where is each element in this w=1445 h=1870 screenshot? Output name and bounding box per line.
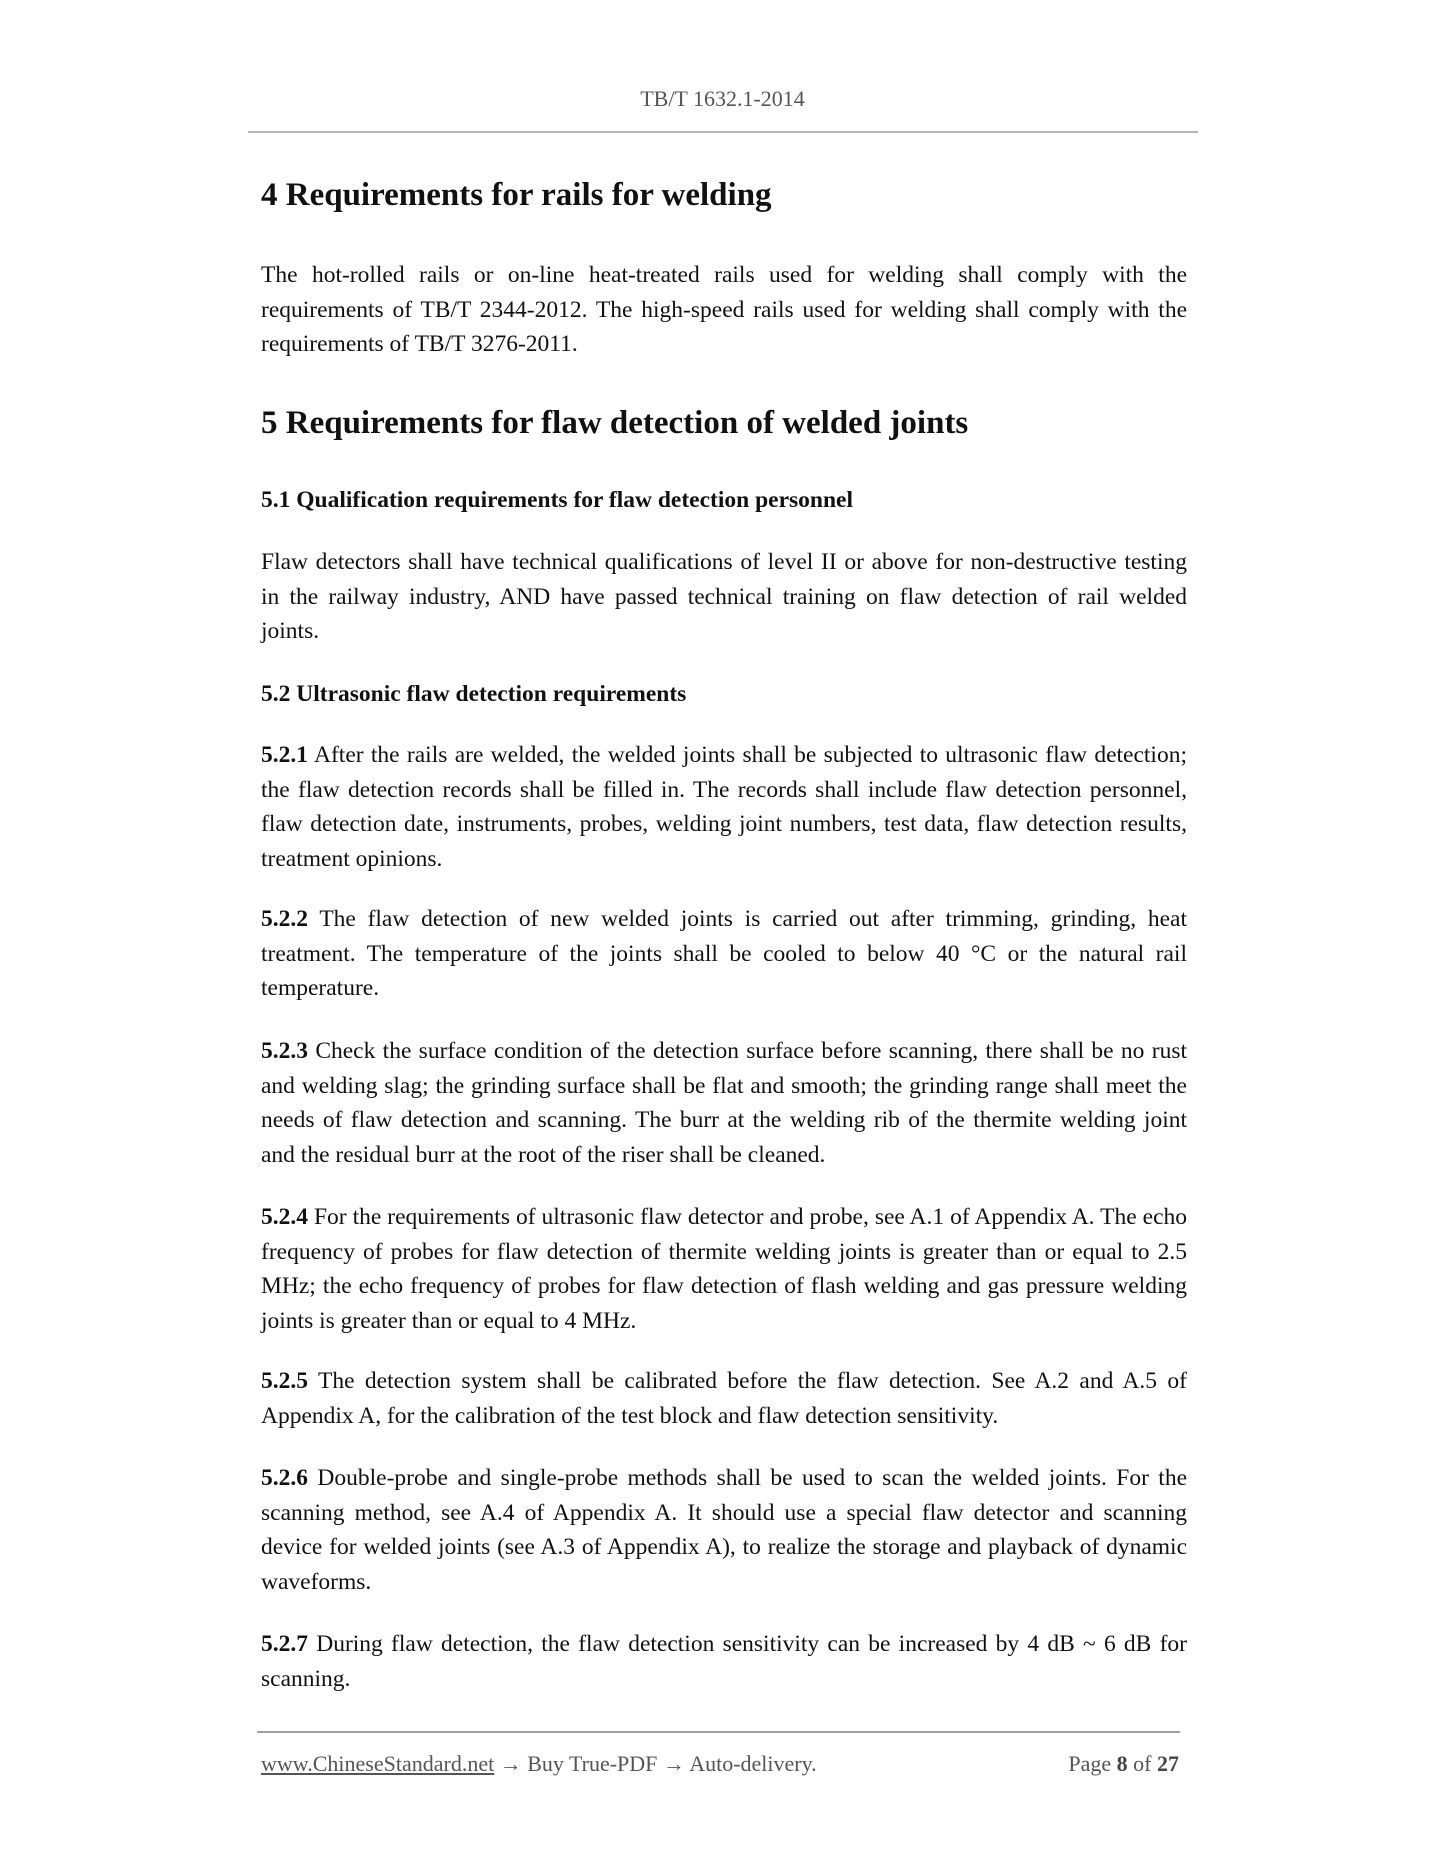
section-4-heading: 4 Requirements for rails for welding xyxy=(261,177,772,213)
section-4-text: The hot-rolled rails or on-line heat-treated rails used for welding shall comply with the requirements of TB/T 2344-2012. The high-speed rails used for welding shall comply with the requirements of TB/T 3276-2011. xyxy=(261,262,1187,358)
header-divider xyxy=(248,131,1198,133)
footer xyxy=(261,1751,1179,1777)
clause-5-2-1: 5.2.1 After the rails are welded, the welded joints shall be subjected to ultrasonic flaw detection; the flaw detection records shall be filled in. The records shall include flaw detection personnel, flaw detection date, instruments, probes, welding joint numbers, test data, flaw detection results, treatment opinions. xyxy=(261,742,1187,873)
section-5-1-text: Flaw detectors shall have technical qualifications of level II or above for non-destructive testing in the railway industry, AND have passed technical training on flaw detection of rail welded joints. xyxy=(261,549,1187,645)
section-5-1-heading: 5.1 Qualification requirements for flaw detection personnel xyxy=(261,487,854,513)
clause-5-2-6: 5.2.6 Double-probe and single-probe methods shall be used to scan the welded joints. For the scanning method, see A.4 of Appendix A. It should use a special flaw detector and scanning device for welded joints (see A.3 of Appendix A), to realize the storage and playback of dynamic waveforms. xyxy=(261,1465,1188,1596)
clause-5-2-5: 5.2.5 The detection system shall be calibrated before the flaw detection. See A.2 and A.5 of Appendix A, for the calibration of the test block and flaw detection sensitivity. xyxy=(261,1368,1187,1429)
website-link[interactable]: www.ChineseStandard.net xyxy=(261,1751,495,1776)
clause-5-2-4: 5.2.4 For the requirements of ultrasonic flaw detector and probe, see A.1 of Appendix A. The echo frequency of probes for flaw detection of thermite welding joints is greater than or equal to 2.5 MHz; the echo frequency of probes for flaw detection of flash welding and gas pressure welding joints is greater than or equal to 4 MHz. xyxy=(261,1204,1187,1335)
section-5-2-heading: 5.2 Ultrasonic flaw detection requirements xyxy=(261,681,687,707)
footer-divider xyxy=(257,1731,1180,1733)
clause-5-2-7: 5.2.7 During flaw detection, the flaw detection sensitivity can be increased by 4 dB ~ 6 dB for scanning. xyxy=(261,1631,1187,1692)
running-header: TB/T 1632.1-2014 xyxy=(640,86,805,111)
auto-delivery-text: → Auto-delivery. xyxy=(657,1751,817,1776)
page-number: Page 8 of 27 xyxy=(1068,1751,1179,1776)
buy-pdf-text: → Buy True-PDF xyxy=(494,1751,658,1776)
clause-5-2-2: 5.2.2 The flaw detection of new welded joints is carried out after trimming, grinding, heat treatment. The temperature of the joints shall be cooled to below 40 °C or the natural rail temperature. xyxy=(261,906,1188,1002)
clause-5-2-3: 5.2.3 Check the surface condition of the detection surface before scanning, there shall be no rust and welding slag; the grinding surface shall be flat and smooth; the grinding range shall meet the needs of flaw detection and scanning. The burr at the welding rib of the thermite welding joint and the residual burr at the root of the riser shall be cleaned. xyxy=(261,1038,1187,1169)
section-5-heading: 5 Requirements for flaw detection of welded joints xyxy=(261,405,969,441)
